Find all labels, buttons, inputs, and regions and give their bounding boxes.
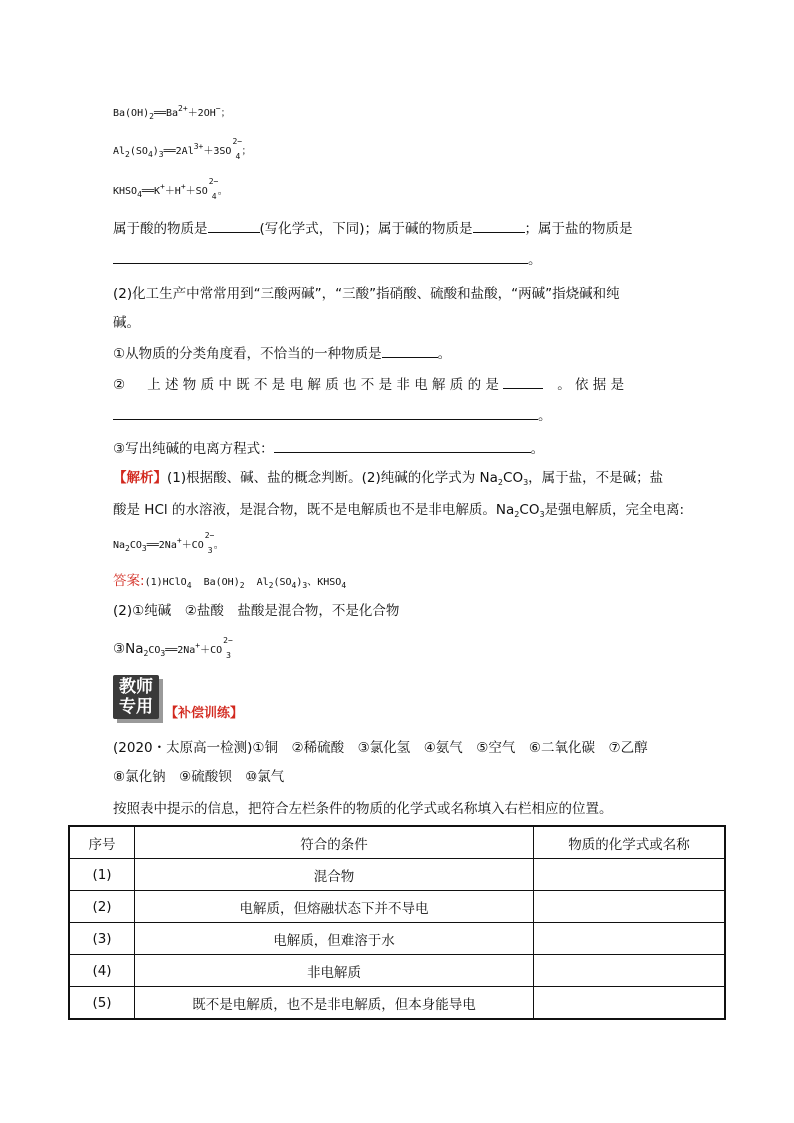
row-answer-cell[interactable] xyxy=(534,955,726,987)
equation-al2so43 xyxy=(113,137,252,161)
analysis-sub: 2 xyxy=(514,510,520,519)
row-number: (4) xyxy=(69,955,135,987)
analysis-sub: 3 xyxy=(207,546,213,555)
q2-text: ①从物质的分类角度看，不恰当的一种物质是 xyxy=(113,346,382,362)
eq-sub: 4 xyxy=(147,150,153,159)
eq-text: ＋3SO xyxy=(203,146,232,157)
answer-line-2: (2)①纯碱 ②盐酸 盐酸是混合物，不是化合物 xyxy=(113,603,400,619)
supplement-label: 【补偿训练】 xyxy=(165,706,244,721)
eq-sup: 2− xyxy=(208,177,219,186)
analysis-text: (1)根据酸、碱、盐的概念判断。(2)纯碱的化学式为 Na xyxy=(167,470,498,486)
table-row xyxy=(69,955,725,987)
q1-text: 属于酸的物质是 xyxy=(113,221,208,237)
answer-line-3 xyxy=(113,636,233,660)
answer-sub: 3 xyxy=(302,581,308,590)
q1-text: ；属于盐的物质是 xyxy=(524,221,633,237)
analysis-label: 【解析】 xyxy=(113,470,167,486)
row-answer-cell[interactable] xyxy=(534,859,726,891)
analysis-sub: 3 xyxy=(141,544,147,553)
eq-sub: 4 xyxy=(211,192,217,201)
table-row xyxy=(69,859,725,891)
question-2-item-1 xyxy=(113,344,451,362)
ionization-equation-blank[interactable] xyxy=(274,439,531,453)
answer-sub: 4 xyxy=(186,581,192,590)
table-row xyxy=(69,987,725,1020)
eq-sub: 3 xyxy=(158,150,164,159)
teacher-only-badge xyxy=(113,675,159,719)
salt-answer-blank[interactable] xyxy=(113,250,528,264)
analysis-sub: 3 xyxy=(539,510,545,519)
answer-sub: 2 xyxy=(239,581,245,590)
eq-text: ══K xyxy=(141,186,160,197)
eq-sup: 2+ xyxy=(178,104,188,113)
q2-text: 。 xyxy=(437,346,452,362)
answer-text: ＋CO xyxy=(200,645,223,656)
header-condition: 符合的条件 xyxy=(135,826,534,859)
answer-sub: 3 xyxy=(160,649,166,658)
answer-text: ) xyxy=(296,577,303,588)
eq-sub: 4 xyxy=(235,152,241,161)
answer-text: ══2Na xyxy=(165,645,196,656)
supplement-instruction: 按照表中提示的信息，把符合左栏条件的物质的化学式或名称填入右栏相应的位置。 xyxy=(113,801,613,817)
eq-sup: − xyxy=(215,104,221,113)
eq-text: ＋2OH xyxy=(187,108,216,119)
analysis-text: 。 xyxy=(213,540,224,551)
q2-text: ③写出纯碱的电离方程式： xyxy=(113,441,274,457)
table-row xyxy=(69,923,725,955)
answer-line-1 xyxy=(113,573,346,591)
row-condition: 既不是电解质，也不是非电解质，但本身能导电 xyxy=(135,987,534,1020)
improper-substance-blank[interactable] xyxy=(382,344,438,358)
header-substance: 物质的化学式或名称 xyxy=(534,826,726,859)
q2-text: 。 xyxy=(530,441,545,457)
neither-electrolyte-blank[interactable] xyxy=(503,375,543,389)
eq-sub: 2 xyxy=(149,112,154,121)
salt-answer-line xyxy=(113,250,542,268)
analysis-text: 是强电解质，完全电离: xyxy=(544,502,685,518)
question-1-line xyxy=(113,219,633,237)
answer-label: 答案: xyxy=(113,573,145,589)
answer-text: (1)HClO xyxy=(144,577,187,588)
answer-sub: 3 xyxy=(226,651,231,660)
answer-text: 、KHSO xyxy=(307,577,342,588)
analysis-text: CO xyxy=(519,502,540,518)
reason-answer-blank[interactable] xyxy=(113,406,538,420)
eq-sub: 4 xyxy=(137,190,142,199)
eq-text: ＋H xyxy=(164,186,181,197)
analysis-line-3 xyxy=(113,531,224,555)
eq-text: ) xyxy=(152,146,159,157)
eq-text: ； xyxy=(241,146,252,157)
eq-charge-stack xyxy=(222,636,233,660)
analysis-text: ＋CO xyxy=(181,540,204,551)
answer-text: Ba(OH) xyxy=(203,577,240,588)
answer-sup: 2− xyxy=(223,636,233,645)
eq-sup: 3+ xyxy=(193,142,204,151)
eq-sup: + xyxy=(180,182,186,191)
question-2-line-1: (2)化工生产中常常用到“三酸两碱”，“三酸”指硝酸、硫酸和盐酸，“两碱”指烧碱和纯 xyxy=(113,286,620,302)
answer-text: (SO xyxy=(273,577,292,588)
analysis-text: CO xyxy=(129,540,142,551)
analysis-sub: 3 xyxy=(523,478,529,487)
analysis-sup: 2− xyxy=(204,531,215,540)
supplement-line-2: ⑧氯化钠 ⑨硫酸钡 ⑩氯气 xyxy=(113,769,285,785)
badge-line: 专用 xyxy=(119,697,153,717)
eq-sup: + xyxy=(159,182,165,191)
eq-text: 。 xyxy=(217,186,228,197)
analysis-text: CO xyxy=(503,470,524,486)
eq-text: ══2Al xyxy=(163,146,194,157)
q2-text: 。依据是 xyxy=(557,377,629,393)
analysis-line-2 xyxy=(113,502,684,520)
answer-sup: + xyxy=(195,641,201,650)
eq-text: ＋SO xyxy=(185,186,208,197)
answer-text: Al xyxy=(256,577,269,588)
question-2-reason-line xyxy=(113,406,552,424)
row-answer-cell[interactable] xyxy=(534,987,726,1020)
answer-sub: 2 xyxy=(268,581,274,590)
row-condition: 非电解质 xyxy=(135,955,534,987)
question-2-item-2 xyxy=(113,375,628,393)
row-answer-cell[interactable] xyxy=(534,891,726,923)
table-row xyxy=(69,891,725,923)
analysis-sub: 2 xyxy=(497,478,504,487)
row-number: (5) xyxy=(69,987,135,1020)
answer-sub: 4 xyxy=(341,581,347,590)
header-number: 序号 xyxy=(69,826,135,859)
table-header-row xyxy=(69,826,725,859)
q1-text: (写化学式，下同)；属于碱的物质是 xyxy=(259,221,473,237)
equation-baoh2 xyxy=(113,106,231,122)
answer-sub: 4 xyxy=(291,581,297,590)
analysis-text: ，属于盐，不是碱；盐 xyxy=(528,470,664,486)
row-answer-cell[interactable] xyxy=(534,923,726,955)
analysis-text: ══2Na xyxy=(146,540,177,551)
q2-text: 。 xyxy=(538,408,552,424)
analysis-sub: 2 xyxy=(125,544,130,553)
badge-line: 教师 xyxy=(119,677,153,697)
row-condition: 电解质，但熔融状态下并不导电 xyxy=(135,891,534,923)
eq-text: Ba(OH) xyxy=(113,108,150,119)
eq-sub: 2 xyxy=(125,150,130,159)
row-condition: 电解质，但难溶于水 xyxy=(135,923,534,955)
row-number: (3) xyxy=(69,923,135,955)
answer-text: ③Na xyxy=(113,641,144,657)
row-condition: 混合物 xyxy=(135,859,534,891)
acid-answer-blank[interactable] xyxy=(208,219,260,233)
eq-sup: 2− xyxy=(232,137,243,146)
eq-text: KHSO xyxy=(113,186,138,197)
question-2-line-2: 碱。 xyxy=(113,315,140,331)
analysis-line-1 xyxy=(113,470,663,488)
supplement-line-1: (2020・太原高一检测)①铜 ②稀硫酸 ③氯化氢 ④氨气 ⑤空气 ⑥二氧化碳 ⑦乙醇 xyxy=(113,740,648,756)
eq-text: (SO xyxy=(129,146,148,157)
eq-text: Al xyxy=(113,146,126,157)
analysis-text: 酸是 HCl 的水溶液，是混合物，既不是电解质也不是非电解质。Na xyxy=(113,502,515,518)
analysis-sup: + xyxy=(176,536,182,545)
answer-sub: 2 xyxy=(143,649,149,658)
answer-text: CO xyxy=(148,645,161,656)
q2-text: ② 上述物质中既不是电解质也不是非电解质的是 xyxy=(113,377,504,393)
q1-text: 。 xyxy=(528,252,542,268)
eq-text: ； xyxy=(220,108,231,119)
question-2-item-3 xyxy=(113,439,544,457)
row-number: (1) xyxy=(69,859,135,891)
eq-charge-stack xyxy=(204,531,215,555)
analysis-text: Na xyxy=(113,540,126,551)
eq-text: ══Ba xyxy=(153,108,179,119)
row-number: (2) xyxy=(69,891,135,923)
eq-charge-stack xyxy=(208,177,219,201)
eq-charge-stack xyxy=(231,137,243,161)
classification-table xyxy=(68,825,726,1020)
base-answer-blank[interactable] xyxy=(473,219,525,233)
equation-khso4 xyxy=(113,177,228,201)
